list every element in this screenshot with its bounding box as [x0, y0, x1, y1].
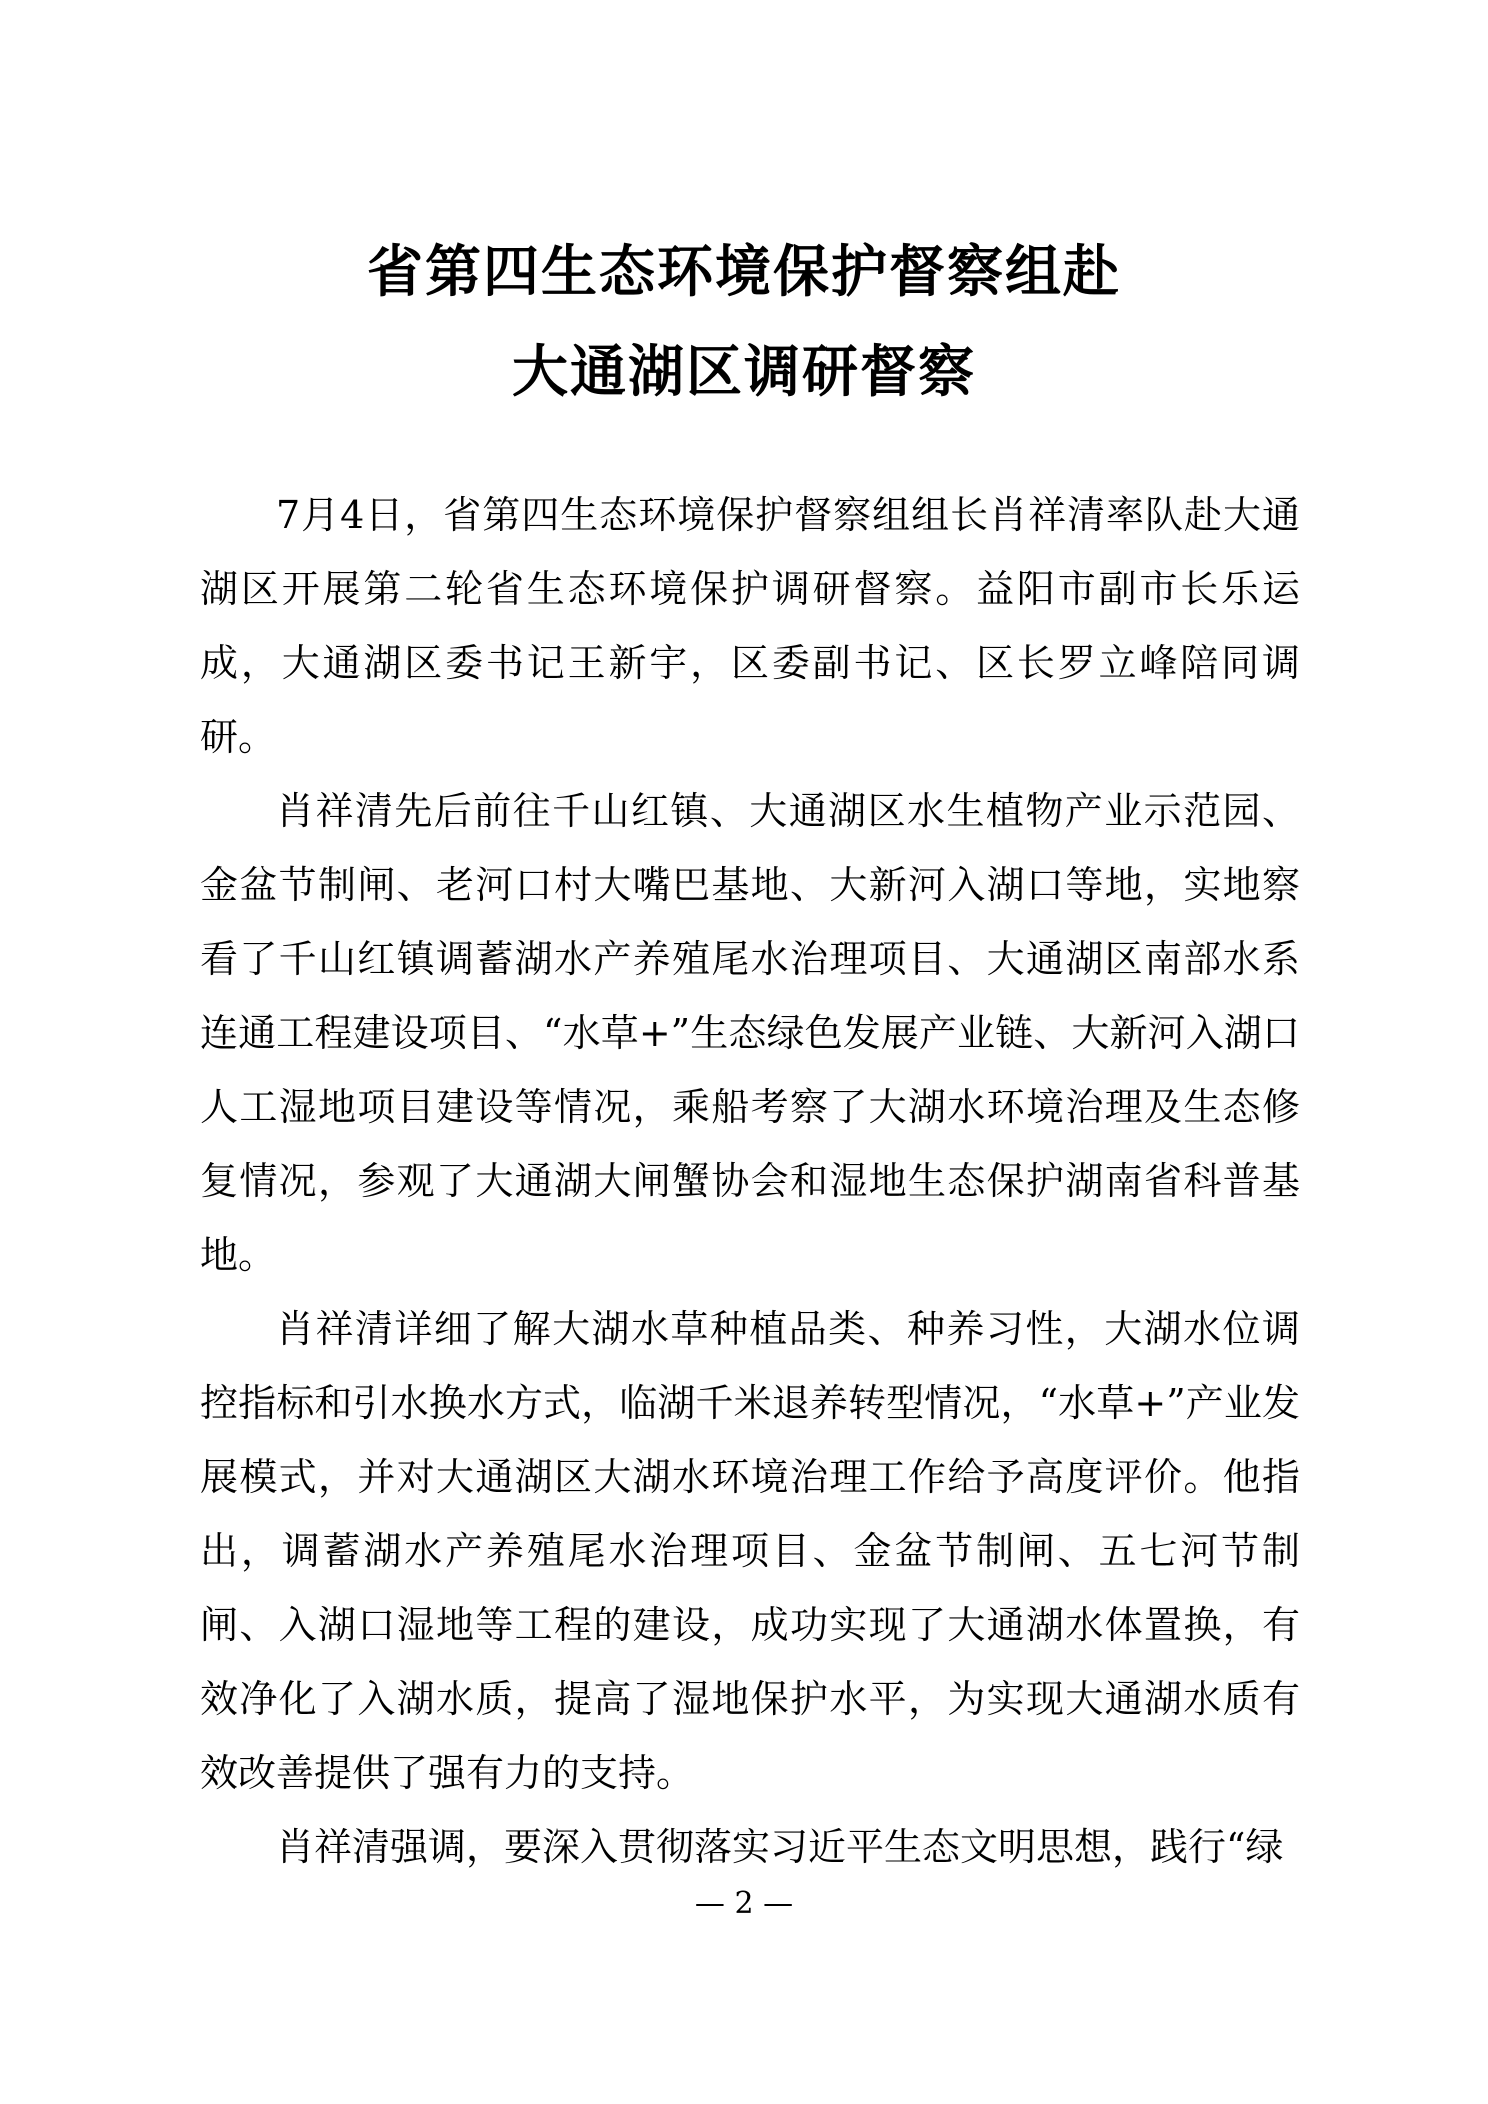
- title-line-2: 大通湖区调研督察: [512, 339, 976, 405]
- paragraph-3: 肖祥清详细了解大湖水草种植品类、种养习性，大湖水位调控指标和引水换水方式，临湖千米退养转型情况，“水草+”产业发展模式，并对大通湖区大湖水环境治理工作给予高度评价。他指出，调蓄湖水产养殖尾水治理项目、金盆节制闸、五七河节制闸、入湖口湿地等工程的建设，成功实现了大通湖水体置换，有效净化了入湖水质，提高了湿地保护水平，为实现大通湖水质有效改善提供了强有力的支持。: [200, 1307, 1300, 1795]
- document-title: [0, 222, 1488, 422]
- page-number: — 2 —: [694, 1886, 794, 1921]
- paragraph-2: 肖祥清先后前往千山红镇、大通湖区水生植物产业示范园、金盆节制闸、老河口村大嘴巴基地、大新河入湖口等地，实地察看了千山红镇调蓄湖水产养殖尾水治理项目、大通湖区南部水系连通工程建设项目、“水草+”生态绿色发展产业链、大新河入湖口人工湿地项目建设等情况，乘船考察了大湖水环境治理及生态修复情况，参观了大通湖大闸蟹协会和湿地生态保护湖南省科普基地。: [200, 789, 1300, 1277]
- paragraph-4: 肖祥清强调，要深入贯彻落实习近平生态文明思想，践行“绿: [276, 1825, 1284, 1869]
- title-line-1: 省第四生态环境保护督察组赴: [367, 239, 1121, 305]
- document-body: [200, 478, 1300, 1884]
- paragraph-1: 7月4日，省第四生态环境保护督察组组长肖祥清率队赴大通湖区开展第二轮省生态环境保护调研督察。益阳市副市长乐运成，大通湖区委书记王新宇，区委副书记、区长罗立峰陪同调研。: [200, 493, 1300, 759]
